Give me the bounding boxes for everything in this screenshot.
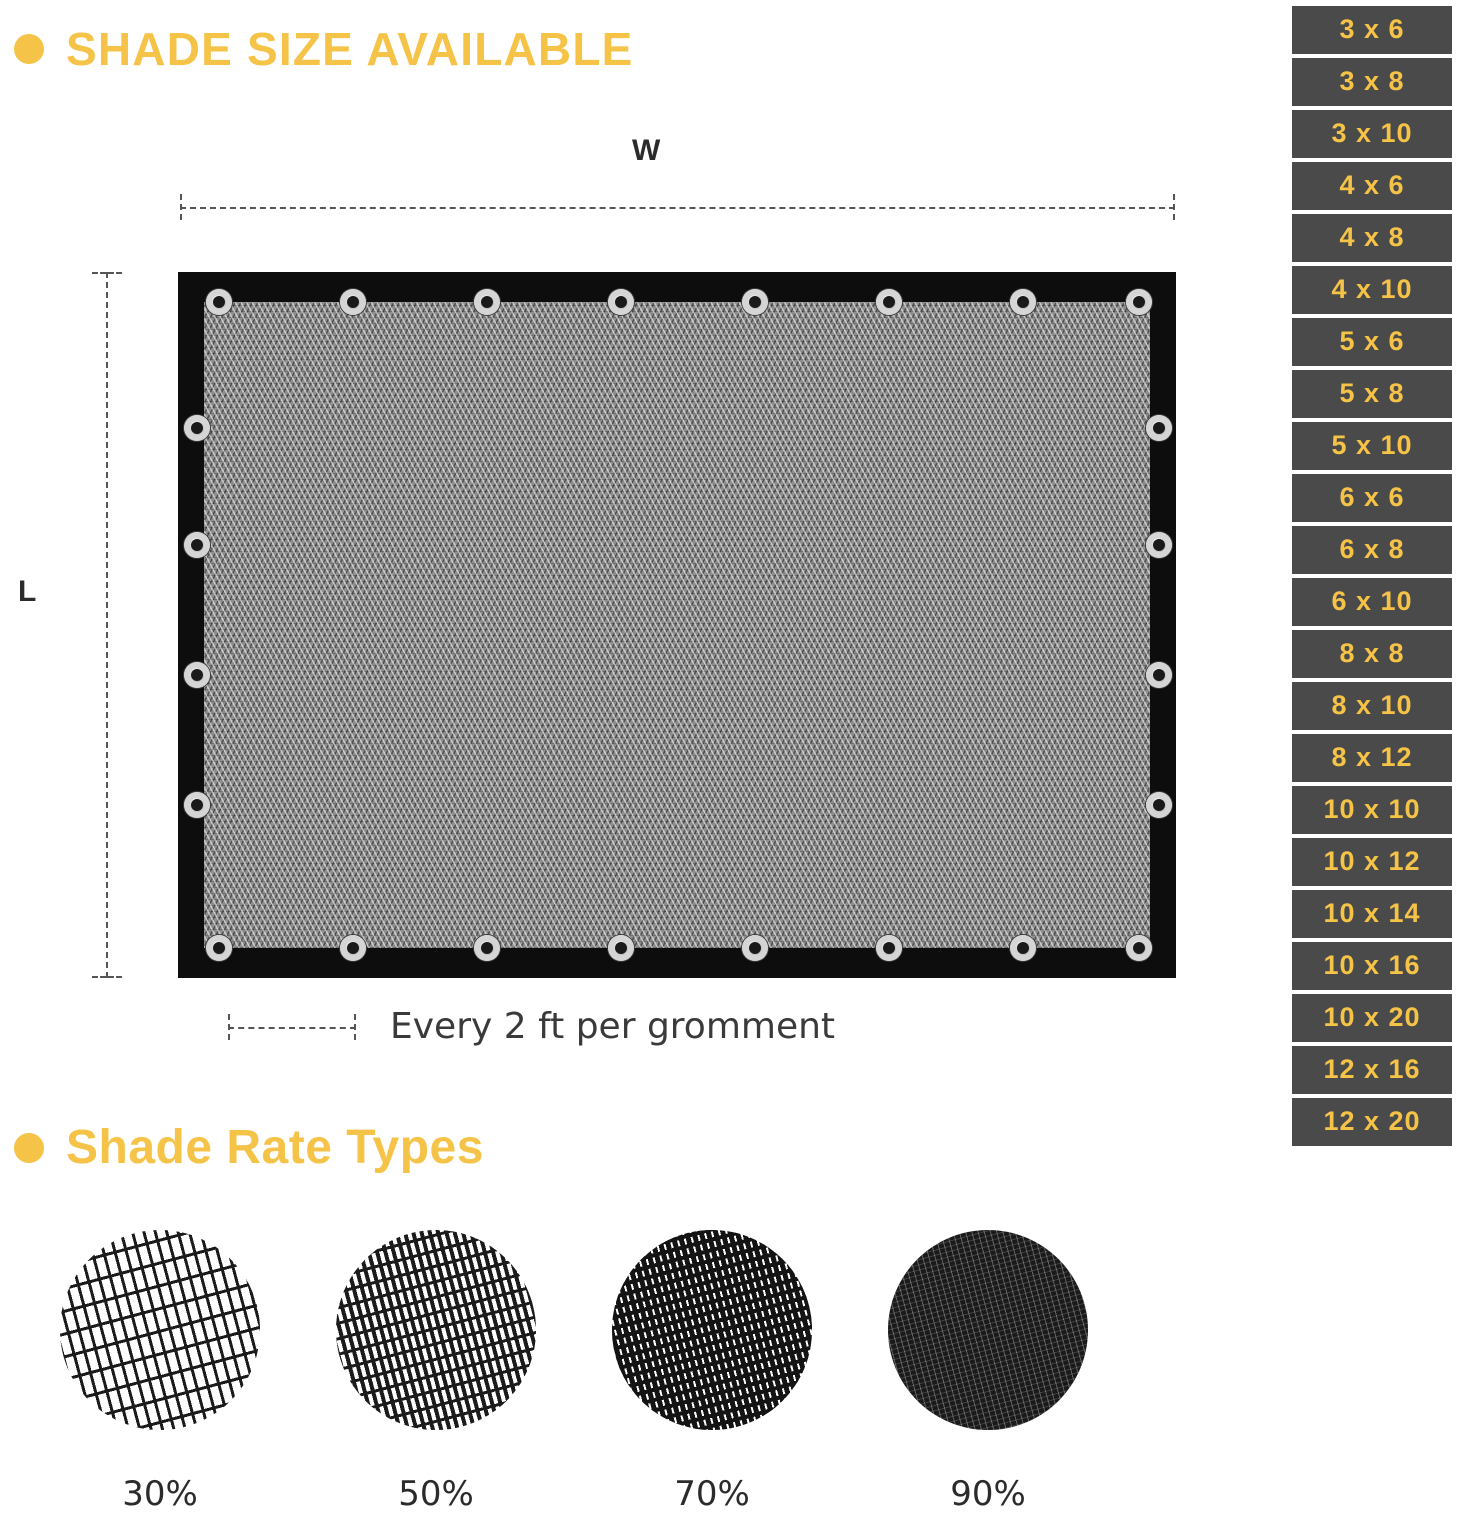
size-chip: 3 x 10	[1292, 110, 1452, 158]
size-chip: 10 x 16	[1292, 942, 1452, 990]
grommet	[1126, 289, 1152, 315]
size-chip: 10 x 20	[1292, 994, 1452, 1042]
grommet-spacing-label: Every 2 ft per gromment	[390, 1006, 836, 1047]
shade-rate-swatch-list	[60, 1230, 1220, 1514]
grommet	[206, 289, 232, 315]
grommet	[876, 289, 902, 315]
mesh-texture-70	[612, 1230, 812, 1430]
size-chip: 3 x 6	[1292, 6, 1452, 54]
size-chip: 5 x 6	[1292, 318, 1452, 366]
shade-rate-item	[612, 1230, 812, 1514]
grommet	[742, 289, 768, 315]
length-dimension-cap-bottom	[92, 976, 122, 978]
shade-rate-heading	[14, 1121, 484, 1174]
shade-rate-item	[60, 1230, 260, 1514]
grommet-spacing-dash	[228, 1027, 356, 1029]
grommet	[474, 289, 500, 315]
size-chip: 8 x 8	[1292, 630, 1452, 678]
size-chip: 6 x 8	[1292, 526, 1452, 574]
size-chip: 10 x 10	[1292, 786, 1452, 834]
grommet-spacing-dimension	[228, 1014, 356, 1040]
shade-mesh-fabric	[204, 302, 1150, 948]
grommet	[1146, 532, 1172, 558]
grommet	[474, 935, 500, 961]
shade-rate-item	[888, 1230, 1088, 1514]
shade-dimension-diagram	[0, 120, 1270, 1080]
grommet	[1146, 792, 1172, 818]
shade-rate-item	[336, 1230, 536, 1514]
size-chip: 12 x 16	[1292, 1046, 1452, 1094]
mesh-texture-90	[888, 1230, 1088, 1430]
size-chip: 10 x 14	[1292, 890, 1452, 938]
shade-rate-swatch-30	[60, 1230, 260, 1430]
shade-rate-label: 70%	[674, 1474, 750, 1514]
width-dimension-cap-right	[1173, 194, 1175, 220]
shade-rate-label: 90%	[950, 1474, 1026, 1514]
grommet	[340, 289, 366, 315]
size-chip: 4 x 8	[1292, 214, 1452, 262]
size-chip: 8 x 10	[1292, 682, 1452, 730]
size-chip: 4 x 10	[1292, 266, 1452, 314]
shade-rate-swatch-70	[612, 1230, 812, 1430]
length-dimension-dash	[106, 272, 108, 978]
grommet	[1010, 289, 1036, 315]
grommet	[184, 532, 210, 558]
grommet	[340, 935, 366, 961]
available-size-list	[1292, 0, 1460, 1152]
shade-size-heading	[14, 23, 634, 75]
shade-cloth-panel	[178, 272, 1176, 978]
size-chip: 6 x 10	[1292, 578, 1452, 626]
shade-rate-swatch-90	[888, 1230, 1088, 1430]
grommet	[608, 935, 634, 961]
mesh-texture-30	[60, 1230, 260, 1430]
size-chip: 8 x 12	[1292, 734, 1452, 782]
grommet	[184, 662, 210, 688]
grommet	[184, 792, 210, 818]
size-chip: 6 x 6	[1292, 474, 1452, 522]
size-chip: 5 x 10	[1292, 422, 1452, 470]
size-chip: 4 x 6	[1292, 162, 1452, 210]
shade-rate-label: 30%	[122, 1474, 198, 1514]
grommet	[1010, 935, 1036, 961]
size-chip: 10 x 12	[1292, 838, 1452, 886]
grommet	[876, 935, 902, 961]
grommet	[1126, 935, 1152, 961]
size-chip: 3 x 8	[1292, 58, 1452, 106]
mesh-texture-50	[336, 1230, 536, 1430]
bullet-dot-icon	[14, 1133, 44, 1163]
grommet-spacing-cap-right	[354, 1014, 356, 1040]
length-label: L	[18, 575, 37, 608]
size-chip: 12 x 20	[1292, 1098, 1452, 1146]
grommet	[184, 415, 210, 441]
bullet-dot-icon	[14, 34, 44, 64]
grommet	[1146, 662, 1172, 688]
grommet	[206, 935, 232, 961]
grommet	[1146, 415, 1172, 441]
grommet	[608, 289, 634, 315]
grommet	[742, 935, 768, 961]
grommet-spacing-note	[228, 1006, 835, 1047]
width-dimension-line	[180, 194, 1175, 220]
shade-rate-swatch-50	[336, 1230, 536, 1430]
shade-size-heading-label: SHADE SIZE AVAILABLE	[66, 23, 634, 75]
length-dimension-line	[92, 272, 122, 978]
shade-rate-label: 50%	[398, 1474, 474, 1514]
shade-rate-heading-label: Shade Rate Types	[66, 1121, 484, 1174]
width-dimension-dash	[180, 207, 1175, 209]
size-chip: 5 x 8	[1292, 370, 1452, 418]
width-label: W	[632, 134, 661, 167]
